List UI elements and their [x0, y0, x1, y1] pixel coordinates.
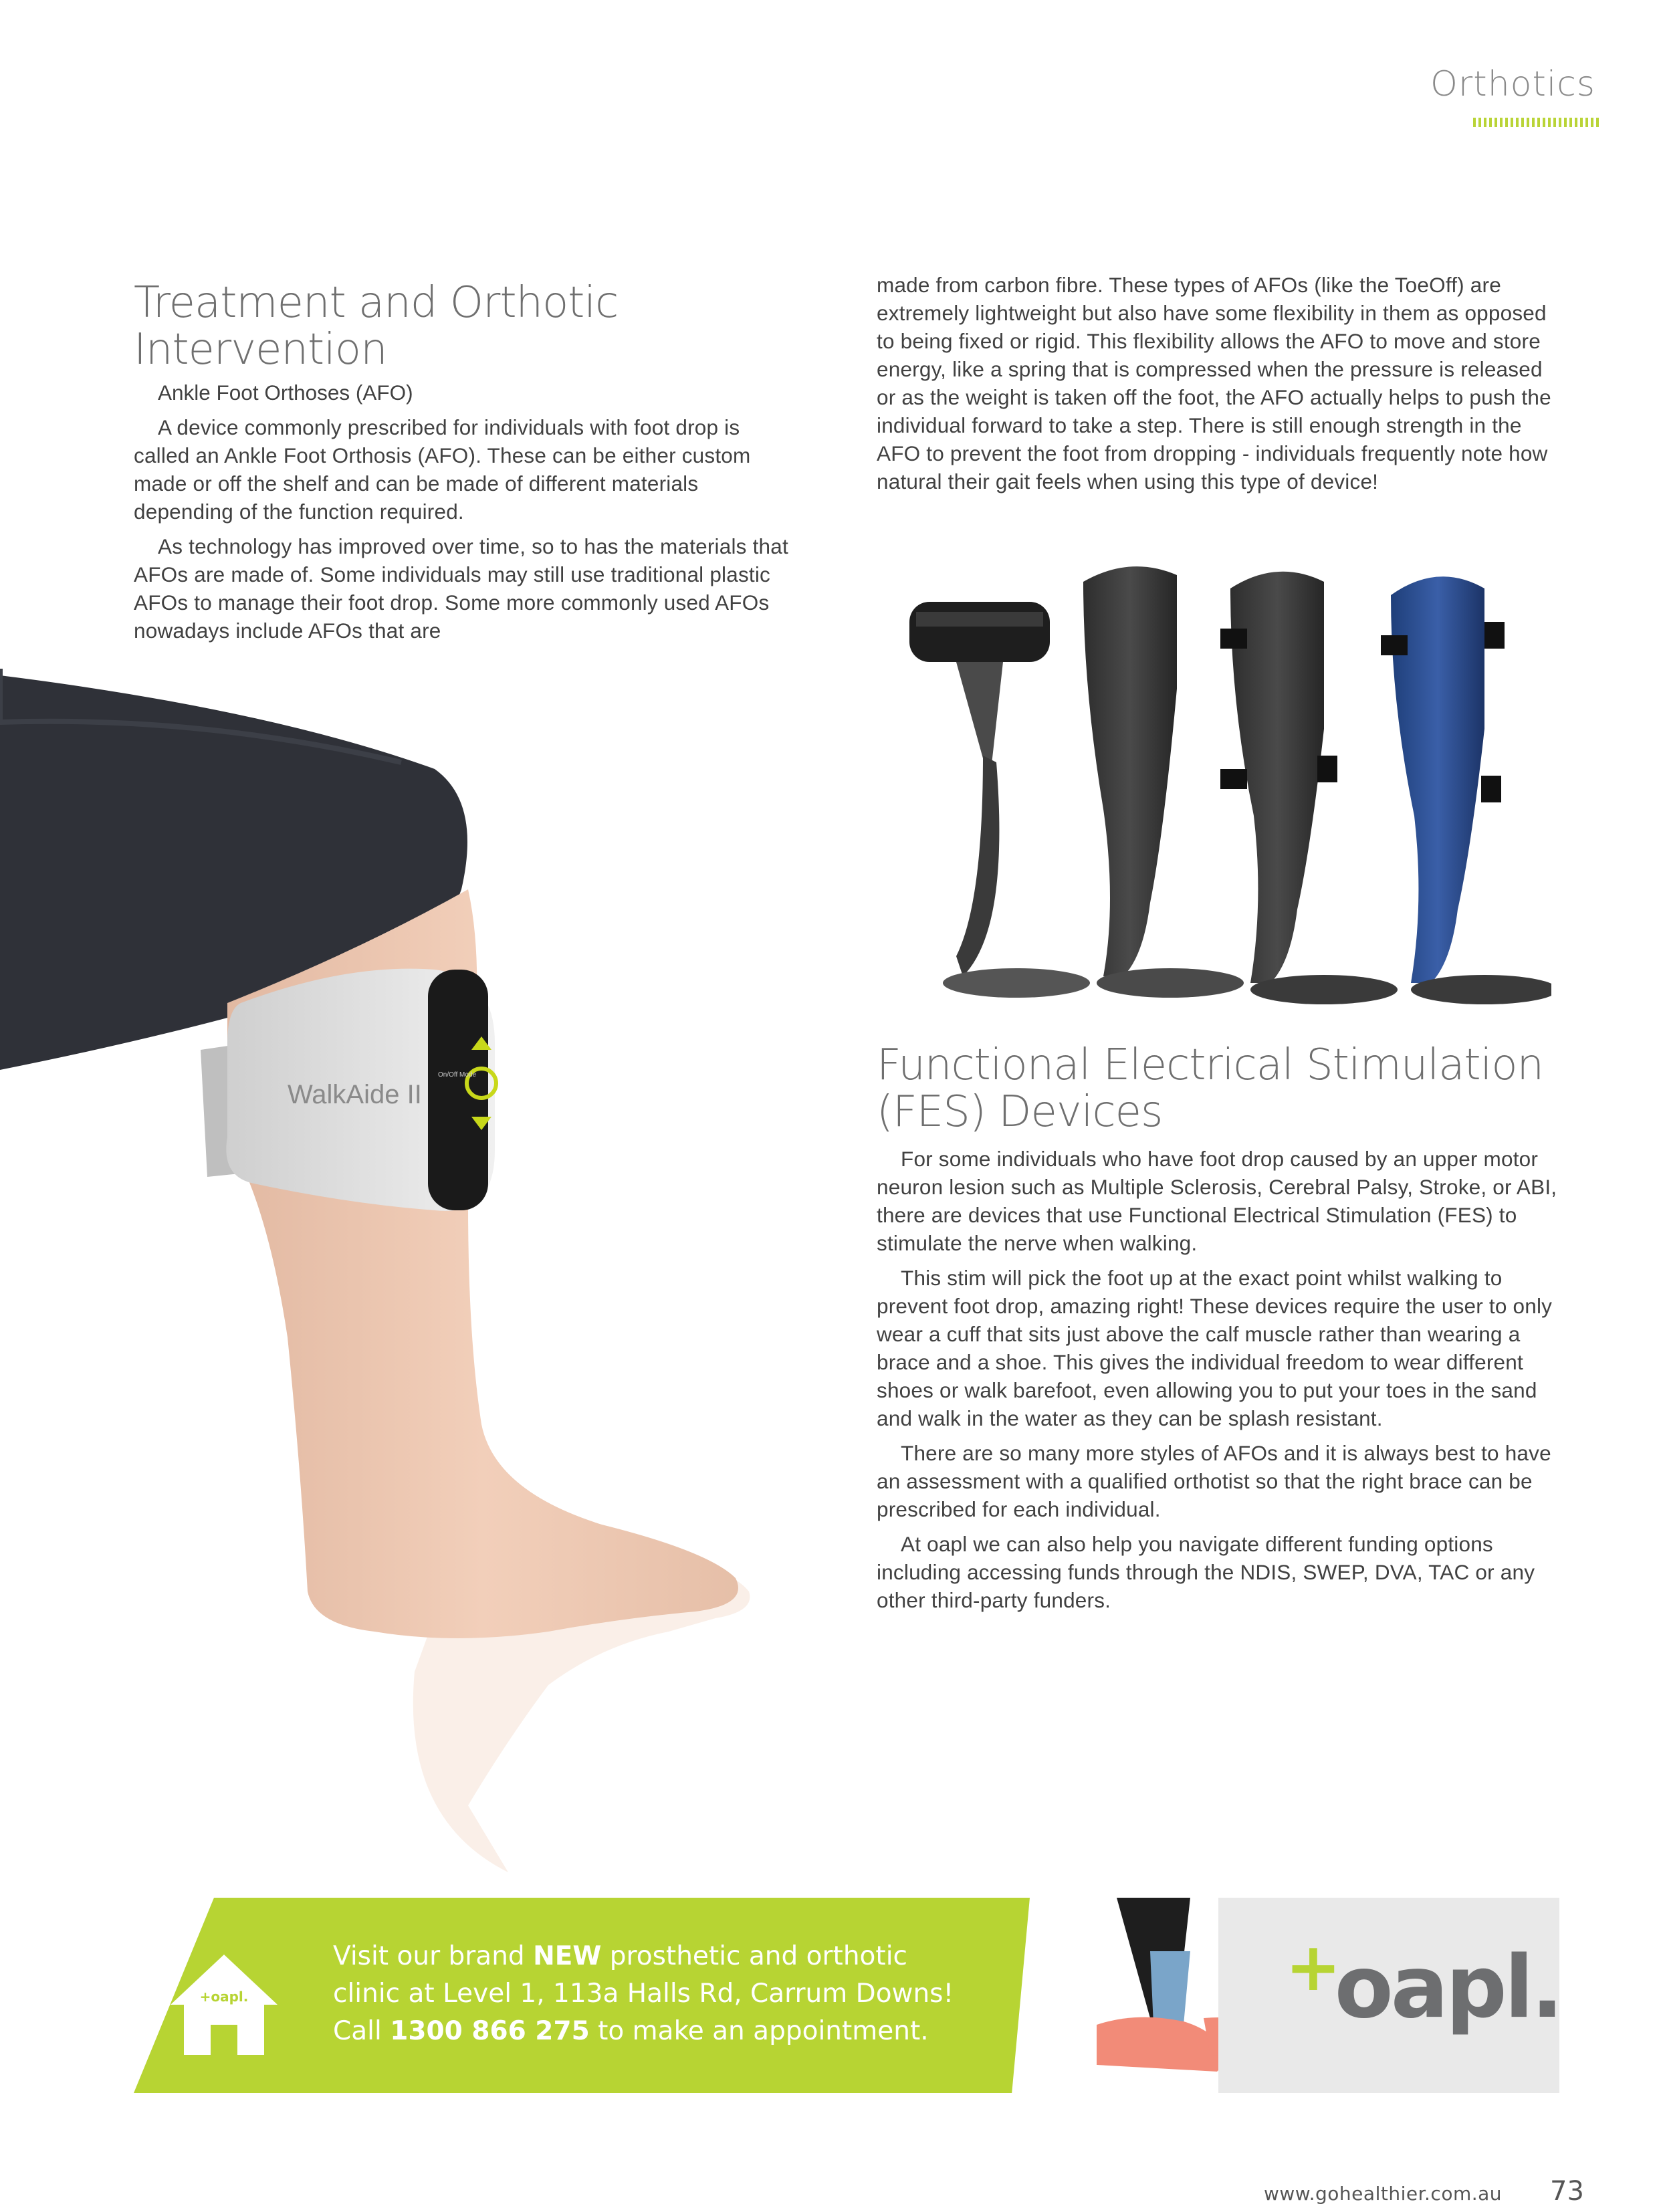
paragraph: At oapl we can also help you navigate different funding options including accessing funds through the NDIS, SWEP, DVA, TAC or any other third-party funders.: [877, 1532, 1535, 1612]
leg-illustration: [0, 669, 889, 1886]
section-label: Orthotics: [1430, 64, 1595, 104]
fes-section: [877, 1042, 1559, 1621]
page-number: 73: [1550, 2176, 1584, 2207]
heading-treatment: Treatment and Orthotic Intervention: [134, 278, 619, 374]
promo-banner[interactable]: [134, 1898, 1559, 2093]
afo-braces-illustration: [883, 555, 1551, 1023]
heading-fes-line2: (FES) Devices: [877, 1087, 1163, 1137]
heading-fes-line1: Functional Electrical Stimulation: [877, 1040, 1544, 1090]
banner-message: [333, 1938, 1015, 2050]
walkaide-brand-text: WalkAide II: [288, 1080, 422, 1109]
right-column-continuation: [877, 271, 1559, 495]
leg-with-walkaide-photo: [0, 669, 889, 1886]
paragraph: As technology has improved over time, so to has the materials that AFOs are made of. Some individuals may still use traditional plastic AFOs to manage their foot drop. Some more commonly used AFOs nowadays include AFOs that are: [134, 534, 788, 643]
paragraph: This stim will pick the foot up at the exact point whilst walking to prevent foot drop, amazing right! These devices require the user to only wear a cuff that sits just above the calf muscle rather than wearing a brace and a shoe. This gives the individual freedom to wear different shoes or walk barefoot, even allowing you to put your toes in the sand and walk in the water as they can be splash resistant.: [877, 1266, 1553, 1430]
oapl-logo: +oapl.: [1285, 1928, 1561, 2037]
paragraph: There are so many more styles of AFOs and it is always best to have an assessment with a qualified orthotist so that the right brace can be prescribed for each individual.: [877, 1441, 1551, 1521]
paragraph: A device commonly prescribed for individuals with foot drop is called an Ankle Foot Orthosis (AFO). These can be either custom made or off the shelf and can be made of different materials depending of the function required.: [134, 415, 751, 524]
banner-phone-number[interactable]: 1300 866 275: [390, 2016, 590, 2046]
banner-line-2: clinic at Level 1, 113a Halls Rd, Carrum Downs!: [333, 1979, 954, 2009]
subheading-afo: Ankle Foot Orthoses (AFO): [158, 380, 413, 405]
banner-line-3: Call 1300 866 275 to make an appointment.: [333, 2016, 929, 2046]
left-body: [134, 413, 796, 645]
fes-body: [877, 1145, 1559, 1614]
section-rule: [1473, 118, 1600, 127]
afo-brace-1: [909, 602, 1090, 998]
afo-brace-2: [1083, 566, 1244, 998]
banner-line-1: Visit our brand NEW prosthetic and orthotic: [333, 1941, 907, 1971]
walkaide-mode-label: On/Off Mode: [438, 1071, 477, 1079]
afo-brace-3: [1220, 572, 1398, 1004]
afo-brace-4: [1381, 576, 1551, 1004]
afo-braces-photo: [883, 555, 1551, 1023]
walkaide-device: [226, 969, 496, 1211]
left-column: [134, 280, 796, 651]
paragraph-continuation: made from carbon fibre. These types of AFOs (like the ToeOff) are extremely lightweight but also have some flexibility in them as opposed to being fixed or rigid. This flexibility allows the AFO to move and store energy, like a spring that is compressed when the pressure is released or as the weight is taken off the foot, the AFO actually helps to push the individual forward to take a step. There is still enough strength in the AFO to prevent the foot from dropping - individuals frequently note how natural their gait feels when using this type of device!: [877, 273, 1551, 493]
house-icon: [167, 1951, 281, 2058]
house-icon-label: +oapl.: [199, 1989, 249, 2005]
footer-url-link[interactable]: www.gohealthier.com.au: [1264, 2183, 1503, 2205]
oapl-logo-panel: [1218, 1898, 1559, 2093]
paragraph: For some individuals who have foot drop caused by an upper motor neuron lesion such as Multiple Sclerosis, Cerebral Palsy, Stroke, or ABI, there are devices that use Functional Electrical Stimulation (FES) to stimulate the nerve when walking.: [877, 1147, 1557, 1255]
